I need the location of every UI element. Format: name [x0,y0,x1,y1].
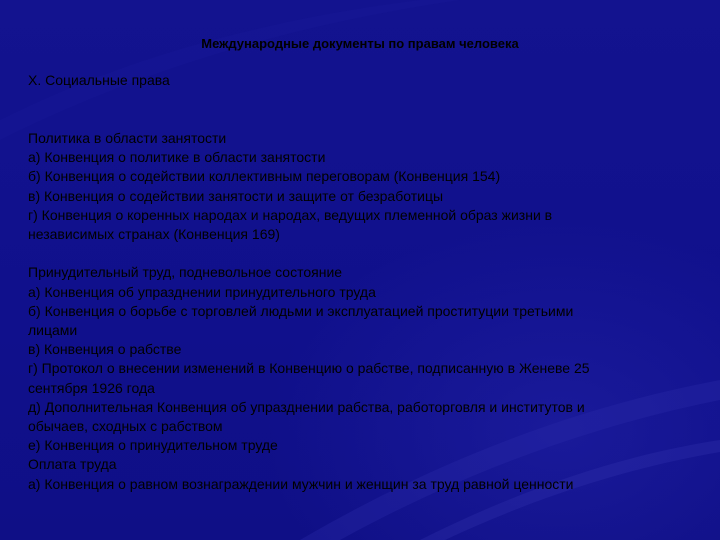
list-item: а) Конвенция о политике в области занятости [28,149,326,166]
document-content [28,129,693,494]
list-item: а) Конвенция о равном вознаграждении мужчин и женщин за труд равной ценности [28,475,574,492]
section-gap [28,244,693,263]
list-item: г) Конвенция о коренных народах и народах, ведущих племенной образ жизни в [28,206,553,223]
section-heading-forced-labour: Принудительный труд, подневольное состояние [28,264,343,281]
section-heading-remuneration: Оплата труда [28,456,117,473]
list-item: е) Конвенция о принудительном труде [28,437,278,454]
page-title: Международные документы по правам человека [201,36,519,51]
list-item: сентября 1926 года [28,379,155,396]
list-item: в) Конвенция о рабстве [28,341,182,358]
list-item: б) Конвенция о борьбе с торговлей людьми и эксплуатацией проституции третьими [28,302,574,319]
section-subtitle: X. Социальные права [28,72,170,88]
section-heading-employment: Политика в области занятости [28,130,227,146]
list-item: г) Протокол о внесении изменений в Конвенцию о рабстве, подписанную в Женеве 25 [28,360,590,377]
list-item: в) Конвенция о содействии занятости и защите от безработицы [28,187,444,204]
list-item: а) Конвенция об упразднении принудительного труда [28,283,376,300]
list-item: лицами [28,322,78,339]
list-item: д) Дополнительная Конвенция об упразднении рабства, работорговля и институтов и [28,398,585,415]
list-item: б) Конвенция о содействии коллективным переговорам (Конвенция 154) [28,168,501,185]
list-item: независимых странах (Конвенция 169) [28,226,280,243]
list-item: обычаев, сходных с рабством [28,418,223,435]
